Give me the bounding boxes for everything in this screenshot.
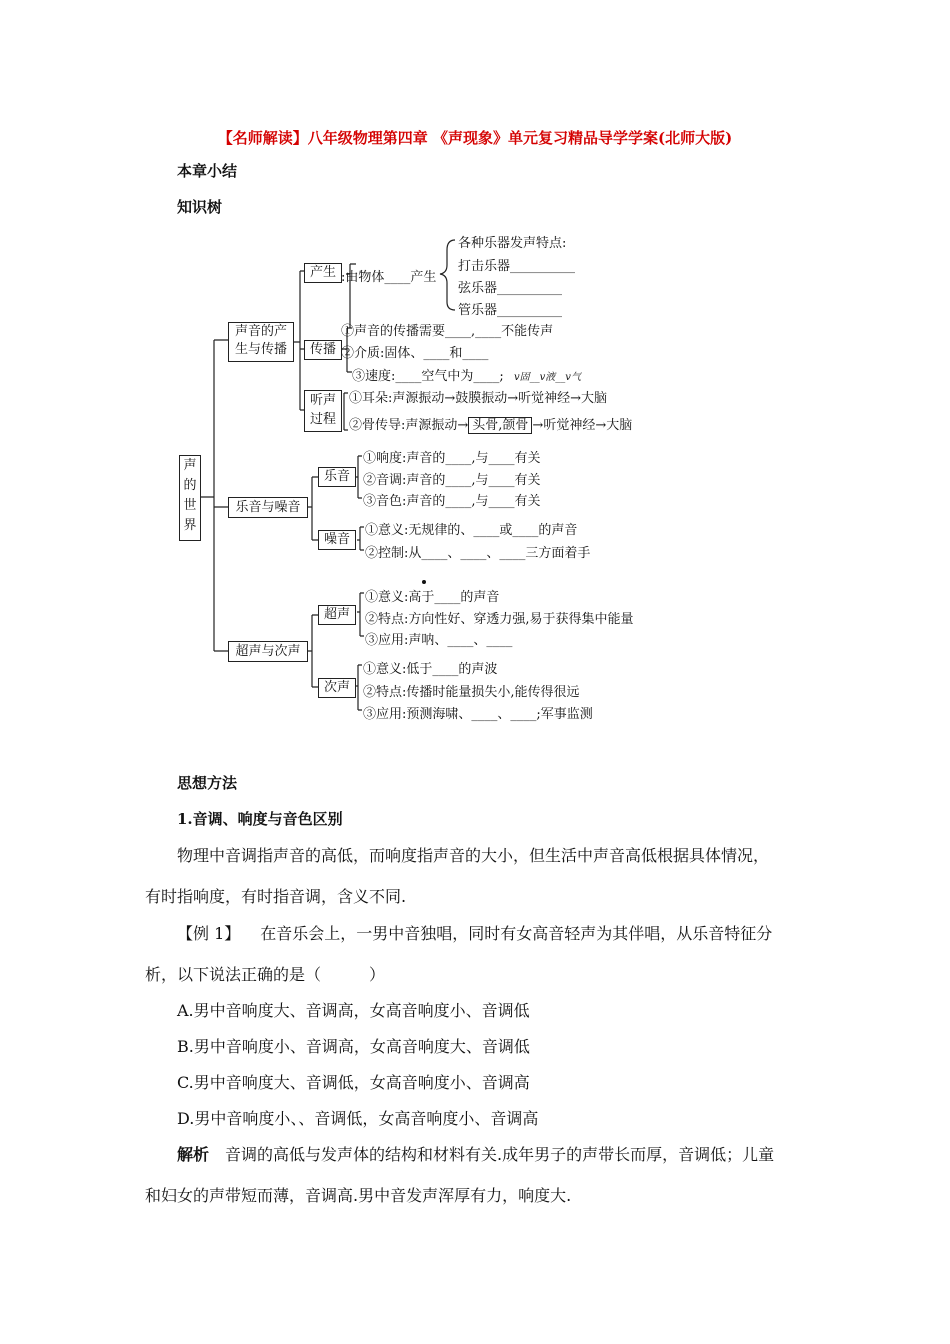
option-d: D.男中音响度小、、音调低，女高音响度小、音调高 <box>177 1109 539 1128</box>
box-noise: 噪音 <box>318 530 356 550</box>
infrasound-item: ②特点:传播时能量损失小,能传得很远 <box>363 685 580 700</box>
hearing-bone-path: ②骨传导:声源振动→ 头骨,颌骨 →听觉神经→大脑 <box>349 418 633 433</box>
music-item: ③音色:声音的____,与____有关 <box>363 494 541 509</box>
box-hearing-process: 听声 过程 <box>304 390 342 432</box>
music-item: ①响度:声音的____,与____有关 <box>363 451 541 466</box>
box-music-tone: 乐音 <box>318 467 356 487</box>
example-1-question-line1: 【例 1】 在音乐会上，一男中音独唱，同时有女高音轻声为其伴唱，从乐音特征分 <box>177 924 773 943</box>
instrument-item: 弦乐器__________ <box>458 281 563 296</box>
option-c: C.男中音响度大、音调低，女高音响度小、音调高 <box>177 1073 530 1092</box>
instrument-item: 管乐器__________ <box>458 303 563 318</box>
box-skull-jaw: 头骨,颌骨 <box>468 417 532 434</box>
analysis-line2: 和妇女的声带短而薄，音调高.男中音发声浑厚有力，响度大. <box>145 1186 572 1205</box>
propagation-item: ①声音的传播需要____,____不能传声 <box>341 324 554 339</box>
hearing-ear-path: ①耳朵:声源振动→鼓膜振动→听觉神经→大脑 <box>349 391 608 406</box>
tree-root-box: 声 的 世 界 <box>179 455 201 541</box>
analysis-line1: 解析 音调的高低与发声体的结构和材料有关.成年男子的声带长而厚，音调低；儿童 <box>177 1145 775 1164</box>
example-1-question-line2: 析，以下说法正确的是（ ） <box>145 965 386 984</box>
section-heading-method: 思想方法 <box>177 774 238 792</box>
propagation-item: ③速度:____空气中为____; <box>352 369 504 384</box>
method-1-heading: 1.音调、响度与音色区别 <box>177 810 343 828</box>
ultrasound-item: ②特点:方向性好、穿透力强,易于获得集中能量 <box>365 612 634 627</box>
box-production: 产生 <box>304 263 342 283</box>
box-propagation: 传播 <box>304 340 342 360</box>
speed-comparison-formula: v固__v液__v气 <box>514 372 581 383</box>
method-1-paragraph-line2: 有时指响度，有时指音调，含义不同. <box>145 887 407 906</box>
option-b: B.男中音响度小、音调高，女高音响度大、音调低 <box>177 1037 530 1056</box>
branch-music-noise: 乐音与噪音 <box>228 497 308 518</box>
branch-production-propagation: 声音的产 生与传播 <box>228 322 294 362</box>
section-heading-summary: 本章小结 <box>177 162 238 180</box>
branch-ultrasound-infrasound: 超声与次声 <box>228 641 308 662</box>
instrument-item: 各种乐器发声特点: <box>458 236 567 251</box>
instrument-item: 打击乐器__________ <box>458 259 576 274</box>
method-1-paragraph-line1: 物理中音调指声音的高低，而响度指声音的大小，但生活中声音高低根据具体情况， <box>177 846 770 865</box>
box-ultrasound: 超声 <box>318 605 356 625</box>
ultrasound-item: ①意义:高于____的声音 <box>365 590 500 605</box>
section-heading-knowledge-tree: 知识树 <box>177 198 223 216</box>
propagation-item: ②介质:固体、____和____ <box>341 346 489 361</box>
ultrasound-item: ③应用:声呐、____、____ <box>365 633 513 648</box>
noise-item: ②控制:从____、____、____三方面着手 <box>365 546 591 561</box>
example-tag: 【例 1】 <box>177 924 241 943</box>
music-item: ②音调:声音的____,与____有关 <box>363 473 541 488</box>
infrasound-item: ③应用:预测海啸、____、____;军事监测 <box>363 707 593 722</box>
analysis-label: 解析 <box>177 1145 210 1164</box>
noise-item: ①意义:无规律的、____或____的声音 <box>365 523 578 538</box>
infrasound-item: ①意义:低于____的声波 <box>363 662 498 677</box>
production-text: :由物体____产生 <box>341 270 437 285</box>
document-title: 【名师解读】八年级物理第四章 《声现象》单元复习精品导学学案(北师大版) <box>217 129 733 147</box>
option-a: A.男中音响度大、音调高，女高音响度小、音调低 <box>177 1001 530 1020</box>
box-infrasound: 次声 <box>318 678 356 698</box>
